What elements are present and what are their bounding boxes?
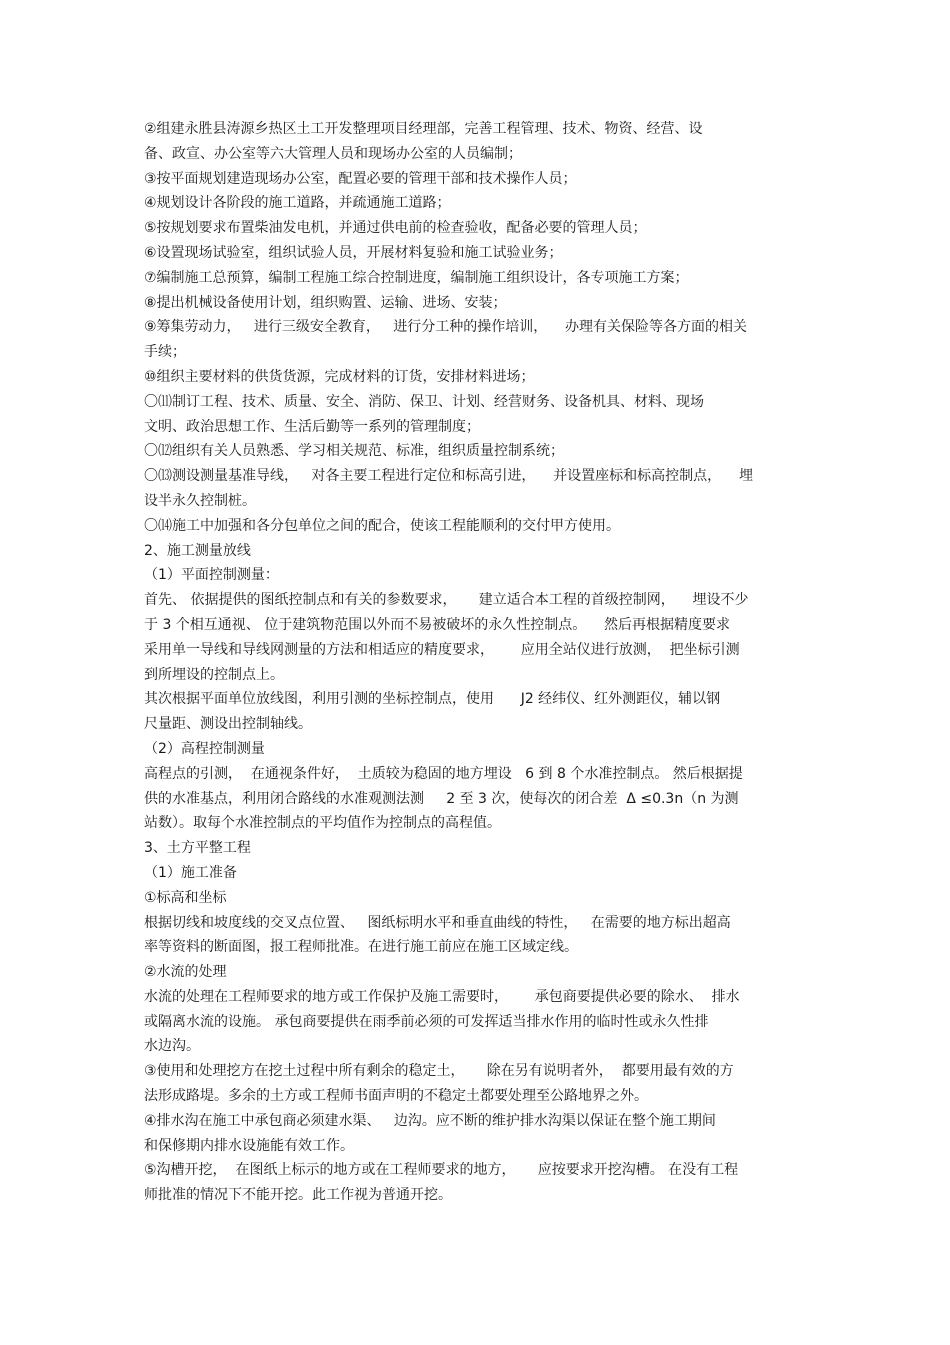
text-line: 师批准的情况下不能开挖。此工作视为普通开挖。 <box>144 1187 452 1204</box>
text-line: 根据切线和坡度线的交叉点位置、 图纸标明水平和垂直曲线的特性， 在需要的地方标出超高 <box>144 914 731 931</box>
text-line: ⑧提出机械设备使用计划，组织购置、运输、进场、安装； <box>144 294 507 311</box>
text-line: ③按平面规划建造现场办公室，配置必要的管理干部和技术操作人员； <box>144 170 577 187</box>
text-line: 其次根据平面单位放线图，利用引测的坐标控制点，使用 J2 经纬仪、红外测距仪，辅以钢 <box>144 691 721 708</box>
text-line: 〇⑿组织有关人员熟悉、学习相关规范、标准，组织质量控制系统； <box>144 443 564 460</box>
text-line: 站数）。取每个水准控制点的平均值作为控制点的高程值。 <box>144 815 501 832</box>
text-line: 或隔离水流的设施。 承包商要提供在雨季前必须的可发挥适当排水作用的临时性或永久性排 <box>144 1013 709 1030</box>
text-line: ③使用和处理挖方在挖土过程中所有剩余的稳定土， 除在另有说明者外， 都要用最有效的方 <box>144 1063 734 1080</box>
text-line: （1）平面控制测量： <box>144 567 279 584</box>
text-line: 文明、政治思想工作、生活后勤等一系列的管理制度； <box>144 418 480 435</box>
text-line: 于 3 个相互通视、 位于建筑物范围以外而不易被破坏的永久性控制点。 然后再根据精度要求 <box>144 616 731 633</box>
text-line: ②组建永胜县涛源乡热区土工开发整理项目经理部，完善工程管理、技术、物资、经营、设 <box>144 121 703 137</box>
text-line: （1）施工准备 <box>144 864 237 881</box>
text-line: ⑥设置现场试验室，组织试验人员，开展材料复验和施工试验业务； <box>144 244 563 261</box>
text-line: ⑩组织主要材料的供货货源，完成材料的订货，安排材料进场； <box>144 368 535 385</box>
text-line: 供的水准基点，利用闭合路线的水准观测法测 2 至 3 次，使每次的闭合差 Δ ≤0.3n（n 为测 <box>144 790 739 807</box>
text-line: ④排水沟在施工中承包商必须建水渠、 边沟。应不断的维护排水沟渠以保证在整个施工期间 <box>144 1112 716 1129</box>
text-line: 到所埋设的控制点上。 <box>144 666 284 683</box>
text-line: ②水流的处理 <box>144 964 227 981</box>
text-line: 水边沟。 <box>144 1038 200 1055</box>
text-line: 3、土方平整工程 <box>144 840 251 857</box>
text-line: 手续； <box>144 344 186 361</box>
text-line: 尺量距、测设出控制轴线。 <box>144 716 312 733</box>
text-line: 水流的处理在工程师要求的地方或工作保护及施工需要时， 承包商要提供必要的除水、 排水 <box>144 988 740 1005</box>
text-line: 高程点的引测， 在通视条件好， 土质较为稳固的地方埋设 6 到 8 个水准控制点。 然后根据提 <box>144 765 743 782</box>
text-line: ④规划设计各阶段的施工道路，并疏通施工道路； <box>144 195 451 212</box>
text-line: 采用单一导线和导线网测量的方法和相适应的精度要求， 应用全站仪进行放测， 把坐标引测 <box>144 641 740 658</box>
text-line: ⑦编制施工总预算，编制工程施工综合控制进度，编制施工组织设计，各专项施工方案； <box>144 269 689 286</box>
text-line: 备、政宣、办公室等六大管理人员和现场办公室的人员编制； <box>144 145 522 162</box>
text-line: ①标高和坐标 <box>144 889 227 906</box>
text-line: 首先、 依据提供的图纸控制点和有关的参数要求， 建立适合本工程的首级控制网， 埋设不少 <box>144 592 749 609</box>
text-line: 〇⒁施工中加强和各分包单位之间的配合，使该工程能顺利的交付甲方使用。 <box>144 517 620 534</box>
text-line: 率等资料的断面图，报工程师批准。在进行施工前应在施工区域定线。 <box>144 939 578 956</box>
text-line: 设半永久控制桩。 <box>144 492 256 509</box>
text-line: ⑨筹集劳动力， 进行三级安全教育， 进行分工种的操作培训， 办理有关保险等各方面的相关 <box>144 319 748 336</box>
text-line: ⑤按规划要求布置柴油发电机，并通过供电前的检查验收，配备必要的管理人员； <box>144 220 647 237</box>
document-body <box>144 117 814 1208</box>
text-line: （2）高程控制测量 <box>144 740 265 757</box>
text-line: 2、施工测量放线 <box>144 542 251 559</box>
text-line: 法形成路堤。多余的土方或工程师书面声明的不稳定土都要处理至公路地界之外。 <box>144 1088 648 1105</box>
text-line: 〇⒀测设测量基准导线， 对各主要工程进行定位和标高引进， 并设置座标和标高控制点， 埋 <box>144 468 753 485</box>
text-line: 〇⑾制订工程、技术、质量、安全、消防、保卫、计划、经营财务、设备机具、材料、现场 <box>144 393 704 410</box>
text-line: 和保修期内排水设施能有效工作。 <box>144 1137 354 1154</box>
text-line: ⑤沟槽开挖， 在图纸上标示的地方或在工程师要求的地方， 应按要求开挖沟槽。 在没有工程 <box>144 1162 739 1179</box>
